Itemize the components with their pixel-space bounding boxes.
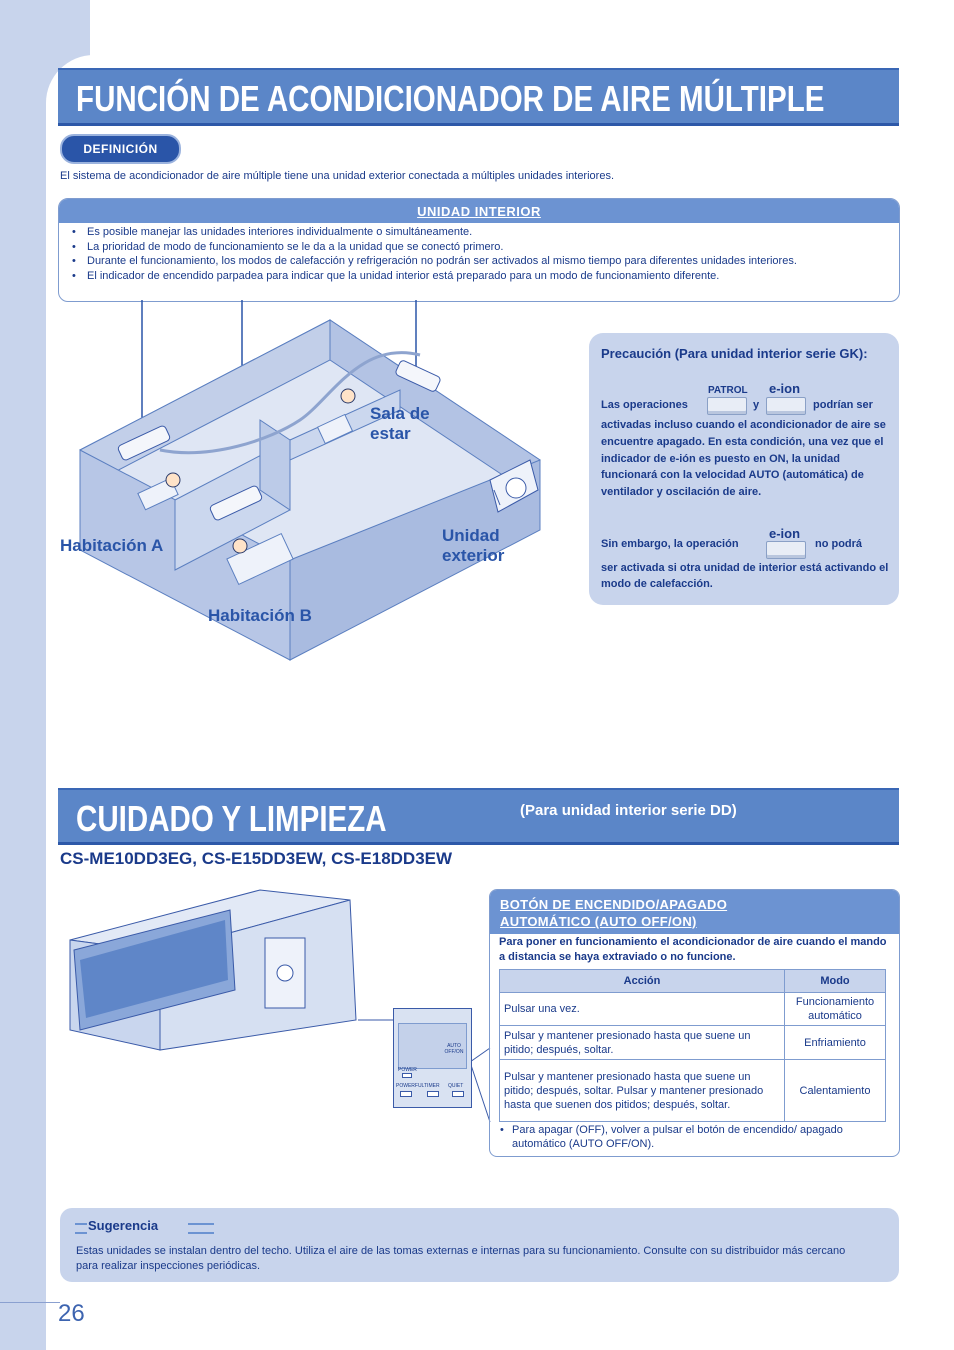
- label-room-a: Habitación A: [60, 536, 164, 555]
- auto-heading-line1: BOTÓN DE ENCENDIDO/APAGADO: [500, 897, 728, 912]
- table-header-row: [500, 970, 886, 993]
- caution-line1b: y: [753, 399, 760, 411]
- timer-button[interactable]: [427, 1091, 439, 1097]
- control-panel: [393, 1008, 472, 1108]
- caution-line2a: Sin embargo, la operación: [601, 538, 739, 550]
- label-room-b: Habitación B: [208, 606, 312, 625]
- section-subtitle-care: (Para unidad interior serie DD): [520, 802, 737, 819]
- auto-off-on-box: [489, 889, 900, 1157]
- table-row: [500, 1026, 886, 1060]
- section-title-care: CUIDADO Y LIMPIEZA: [76, 798, 387, 839]
- mode-cell: Funcionamiento automático: [785, 993, 886, 1026]
- patrol-button-icon: [707, 397, 747, 415]
- list-item: • El indicador de encendido parpadea para indicar que la unidad interior está preparado para un modo de funcionamiento diferente.: [87, 269, 889, 284]
- timer-label: TIMER: [424, 1083, 440, 1089]
- action-cell: Pulsar y mantener presionado hasta que suene un pitido; después, soltar.: [500, 1026, 785, 1060]
- page-number: 26: [58, 1300, 85, 1327]
- tip-bars-right: [188, 1223, 214, 1234]
- power-label: POWER: [398, 1067, 417, 1073]
- indoor-unit-box: [58, 198, 900, 302]
- auto-heading-line2: AUTOMÁTICO (AUTO OFF/ON): [500, 914, 697, 929]
- action-mode-table: [499, 969, 886, 1122]
- caution-line1c: podrían ser: [813, 399, 873, 411]
- col-action: Acción: [500, 970, 785, 993]
- caution-para1: activadas incluso cuando el acondicionador de aire se encuentre apagado. En esta condición, una vez que el indicador de e-ión es puesto en ON, la unidad funcionará con la velocidad AUTO (automática) de ventilador y oscilación de aire.: [601, 419, 886, 499]
- definition-label: DEFINICIÓN: [60, 134, 181, 164]
- power-indicator: [402, 1073, 412, 1078]
- caution-para2: ser activada si otra unidad de interior está activando el modo de calefacción.: [601, 562, 889, 590]
- quiet-label: QUIET: [448, 1083, 464, 1089]
- house-illustration: [60, 300, 580, 665]
- action-cell: Pulsar una vez.: [500, 993, 785, 1026]
- table-row: [500, 1060, 886, 1122]
- list-item: • Durante el funcionamiento, los modos de calefacción y refrigeración no podrán ser activados al mismo tiempo para diferentes unidades interiores.: [87, 254, 889, 269]
- mode-cell: Calentamiento: [785, 1060, 886, 1122]
- auto-note: • Para apagar (OFF), volver a pulsar el botón de encendido/ apagado automático (AUTO OFF/ON).: [500, 1123, 897, 1151]
- definition-text: El sistema de acondicionador de aire múltiple tiene una unidad exterior conectada a múltiples unidades interiores.: [60, 170, 614, 182]
- caution-line2b: no podrá: [815, 538, 863, 550]
- ducted-unit-illustration: [60, 880, 360, 1055]
- eion-label: e-ion: [769, 381, 801, 396]
- caution-line1a: Las operaciones: [601, 399, 688, 411]
- indoor-unit-list: [59, 225, 899, 283]
- powerful-button[interactable]: [400, 1091, 412, 1097]
- indoor-unit-heading: UNIDAD INTERIOR: [59, 199, 899, 223]
- model-list: CS-ME10DD3EG, CS-E15DD3EW, CS-E18DD3EW: [60, 849, 453, 868]
- label-living-room: Sala de estar: [370, 404, 430, 443]
- eion-button-icon-2: [766, 541, 806, 559]
- auto-off-on-heading: [490, 890, 899, 934]
- eion-label-2: e-ion: [769, 526, 801, 541]
- section-title: FUNCIÓN DE ACONDICIONADOR DE AIRE MÚLTIPLE: [76, 78, 825, 119]
- action-cell: Pulsar y mantener presionado hasta que suene un pitido; después, soltar. Pulsar y mantener presionado hasta que suenen dos pitidos; después, soltar.: [500, 1060, 785, 1122]
- tip-bars-left: [75, 1223, 87, 1234]
- auto-intro: Para poner en funcionamiento el acondicionador de aire cuando el mando a distancia se haya extraviado o no funcione.: [499, 936, 887, 963]
- table-row: [500, 993, 886, 1026]
- section-banner-care: [58, 788, 899, 845]
- list-item: • La prioridad de modo de funcionamiento se le da a la unidad que se conectó primero.: [87, 240, 889, 255]
- eion-button-icon: [766, 397, 806, 415]
- section-banner-multi-ac: [58, 68, 899, 126]
- page-number-rule: [0, 1302, 60, 1303]
- auto-off-on-label: AUTO OFF/ON: [444, 1043, 464, 1055]
- tip-title: Sugerencia: [88, 1218, 159, 1233]
- col-mode: Modo: [785, 970, 886, 993]
- tip-box: [60, 1208, 899, 1282]
- tip-text: Estas unidades se instalan dentro del techo. Utiliza el aire de las tomas externas e internas para su funcionamiento. Consulte con su distribuidor más cercano para realizar inspecciones periódicas.: [76, 1245, 846, 1272]
- list-item: • Es posible manejar las unidades interiores individualmente o simultáneamente.: [87, 225, 889, 240]
- caution-box: [589, 333, 899, 605]
- patrol-label: PATROL: [708, 385, 748, 396]
- quiet-button[interactable]: [452, 1091, 464, 1097]
- label-outdoor-unit: Unidad exterior: [442, 526, 505, 565]
- mode-cell: Enfriamiento: [785, 1026, 886, 1060]
- caution-title: Precaución (Para unidad interior serie GK):: [601, 346, 868, 361]
- powerful-label: POWERFUL: [396, 1083, 425, 1089]
